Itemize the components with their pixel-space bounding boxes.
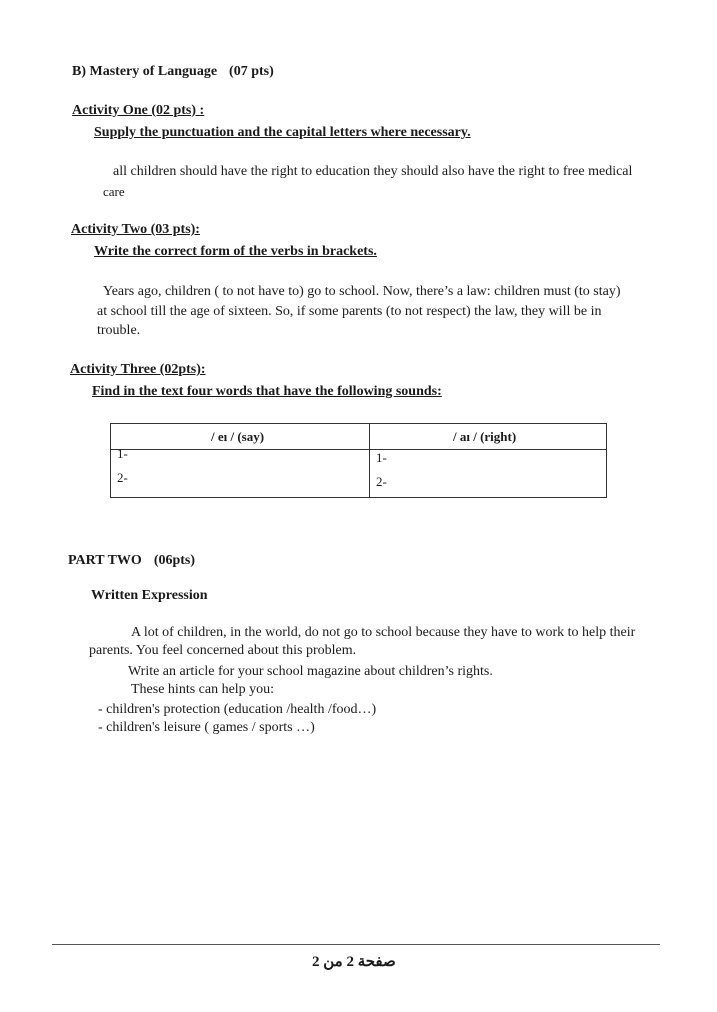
table-row-divider [111, 449, 606, 450]
activity-one-instruction: Supply the punctuation and the capital letters where necessary. [94, 125, 471, 140]
written-expression-line2: parents. You feel concerned about this problem. [89, 643, 357, 658]
table-cell-ei-2: 2- [117, 470, 128, 485]
written-expression-line4: These hints can help you: [131, 682, 275, 697]
activity-two-text-line3: trouble. [97, 323, 141, 338]
sounds-table [110, 423, 607, 498]
activity-one-title: Activity One (02 pts) : [72, 103, 205, 118]
table-cell-ai-1: 1- [376, 450, 387, 465]
written-expression-title: Written Expression [91, 588, 208, 603]
activity-two-instruction: Write the correct form of the verbs in brackets. [94, 244, 377, 259]
activity-two-title: Activity Two (03 pts): [71, 222, 200, 237]
part-two-heading [68, 553, 195, 569]
footer-divider [52, 944, 660, 945]
activity-one-text-line1: all children should have the right to education they should also have the right to free medical [113, 164, 633, 179]
section-points: (07 pts) [229, 64, 274, 79]
table-cell-ei-1: 1- [117, 446, 128, 461]
page-number: صفحة 2 من 2 [312, 954, 396, 970]
section-title: B) Mastery of Language [72, 64, 218, 79]
hint-bullet-protection: - children's protection (education /health /food…) [98, 702, 377, 717]
table-cell-ai-2: 2- [376, 474, 387, 489]
written-expression-line1: A lot of children, in the world, do not go to school because they have to work to help their [131, 625, 636, 640]
activity-three-title: Activity Three (02pts): [70, 362, 206, 377]
table-header-ei: / eı / (say) [211, 429, 265, 444]
written-expression-line3: Write an article for your school magazine about children’s rights. [128, 664, 493, 679]
part-two-title: PART TWO [68, 553, 142, 568]
activity-two-text-line2: at school till the age of sixteen. So, if some parents (to not respect) the law, they will be in [97, 304, 602, 319]
activity-one-text-line2: care [103, 184, 125, 199]
table-header-ai: / aı / (right) [453, 429, 517, 444]
table-column-divider [369, 424, 370, 497]
activity-two-text-line1: Years ago, children ( to not have to) go to school. Now, there’s a law: children must (to stay) [103, 284, 621, 299]
activity-three-instruction: Find in the text four words that have the following sounds: [92, 384, 442, 399]
part-two-points: (06pts) [153, 553, 196, 568]
hint-bullet-leisure: - children's leisure ( games / sports …) [98, 720, 315, 735]
section-heading [72, 64, 274, 80]
